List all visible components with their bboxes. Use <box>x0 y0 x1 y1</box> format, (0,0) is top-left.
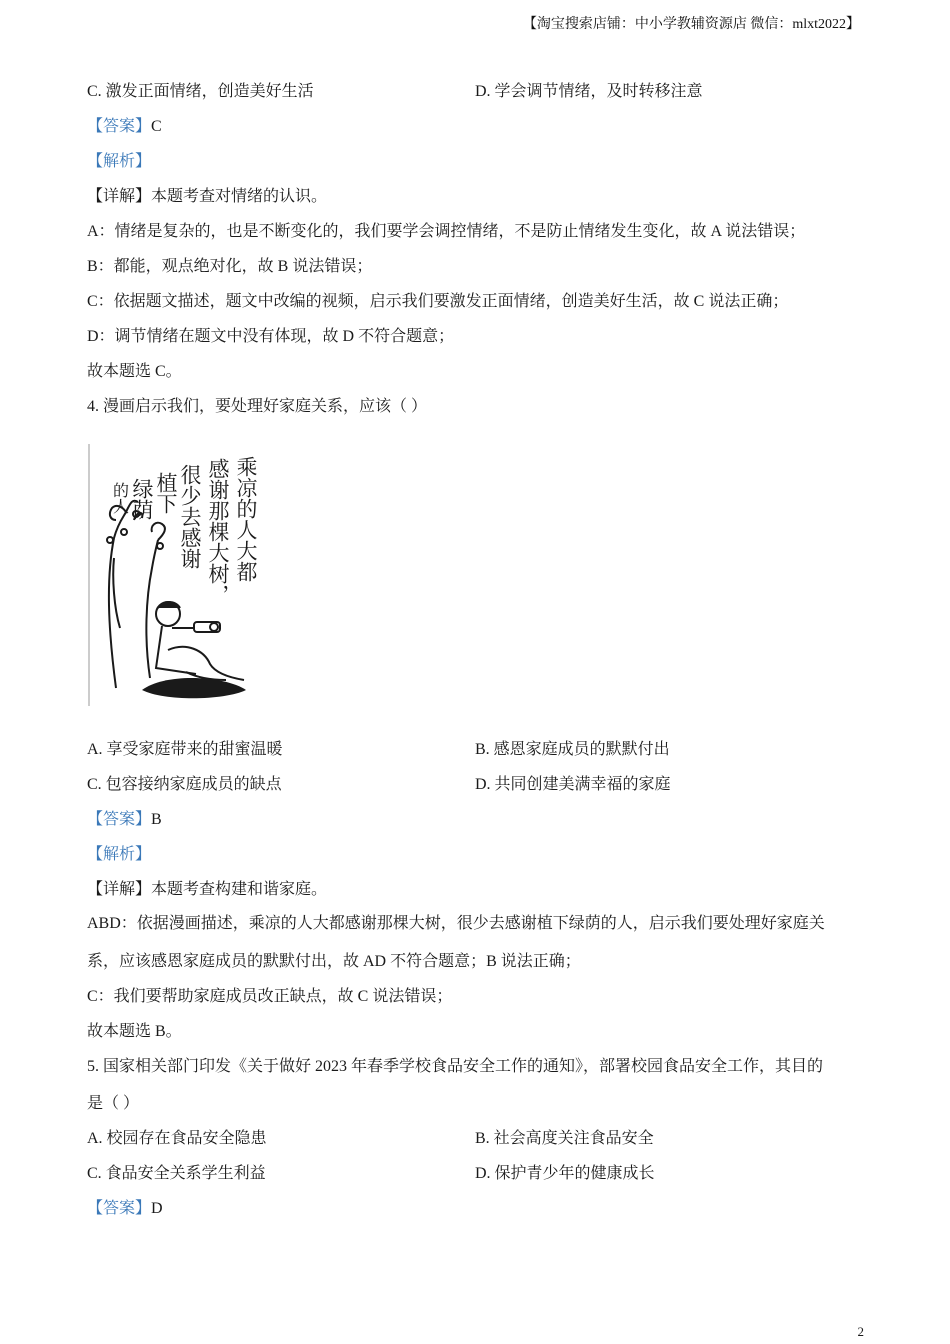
page-number: 2 <box>857 1324 864 1339</box>
q5-option-a: A. 校园存在食品安全隐患 <box>87 1130 267 1147</box>
q3-analysis-tag: 【解析】 <box>87 153 152 170</box>
q5-answer <box>87 1199 163 1219</box>
q4-answer <box>87 810 162 830</box>
q4-stem: 4. 漫画启示我们，要处理好家庭关系，应该（ ） <box>87 398 428 415</box>
q5-option-b: B. 社会高度关注食品安全 <box>475 1130 654 1147</box>
answer-tag: 【答案】 <box>87 1200 152 1217</box>
q3-explain-c: C：依据题文描述，题文中改编的视频，启示我们要激发正面情绪，创造美好生活，故 C 说法正确； <box>87 293 789 310</box>
q5-option-c: C. 食品安全关系学生利益 <box>87 1165 266 1182</box>
q3-option-c: C. 激发正面情绪，创造美好生活 <box>87 83 314 100</box>
q3-explain-a: A：情绪是复杂的，也是不断变化的，我们要学会调控情绪，不是防止情绪发生变化，故 A 说法错误； <box>87 223 806 240</box>
answer-tag: 【答案】 <box>87 118 152 135</box>
q3-option-d: D. 学会调节情绪，及时转移注意 <box>475 83 703 100</box>
cartoon-illustration <box>86 428 276 710</box>
answer-value: D <box>151 1200 163 1217</box>
cartoon-text-col1: 乘凉的人大都 <box>234 456 258 582</box>
q5-option-d: D. 保护青少年的健康成长 <box>475 1165 655 1182</box>
q4-detail: 【详解】本题考查构建和谐家庭。 <box>87 881 328 898</box>
answer-value: C <box>151 118 162 135</box>
cartoon-text-col5: 绿荫 <box>130 478 154 520</box>
q4-conclusion: 故本题选 B。 <box>87 1023 182 1040</box>
answer-tag: 【答案】 <box>87 811 152 828</box>
q4-explain-abd-1: ABD：依据漫画描述，乘凉的人大都感谢那棵大树，很少去感谢植下绿荫的人，启示我们要处理好家庭关 <box>87 915 825 932</box>
q4-explain-abd-2: 系，应该感恩家庭成员的默默付出，故 AD 不符合题意；B 说法正确； <box>87 953 581 970</box>
q5-stem-line2: 是（ ） <box>87 1095 140 1112</box>
q4-option-d: D. 共同创建美满幸福的家庭 <box>475 776 671 793</box>
page-header: 【淘宝搜索店铺：中小学教辅资源店 微信：mlxt2022】 <box>522 17 860 32</box>
q3-conclusion: 故本题选 C。 <box>87 363 182 380</box>
answer-value: B <box>151 811 162 828</box>
q3-answer <box>87 117 162 137</box>
cartoon-text-col2: 感谢那棵大树， <box>206 458 230 605</box>
q3-explain-d: D：调节情绪在题文中没有体现，故 D 不符合题意； <box>87 328 455 345</box>
ground-shadow <box>142 678 246 698</box>
q3-detail: 【详解】本题考查对情绪的认识。 <box>87 188 328 205</box>
q4-option-b: B. 感恩家庭成员的默默付出 <box>475 741 670 758</box>
cartoon-text-col6: 的人 <box>110 482 130 514</box>
cartoon-text-col3: 很少去感谢 <box>178 464 202 569</box>
cartoon-text-col4: 植下 <box>154 472 178 514</box>
q4-option-a: A. 享受家庭带来的甜蜜温暖 <box>87 741 283 758</box>
q4-option-c: C. 包容接纳家庭成员的缺点 <box>87 776 282 793</box>
q3-explain-b: B：都能，观点绝对化，故 B 说法错误； <box>87 258 373 275</box>
man-drawing <box>156 602 244 680</box>
q5-stem-line1: 5. 国家相关部门印发《关于做好 2023 年春季学校食品安全工作的通知》，部署校园食品安全工作，其目的 <box>87 1058 824 1075</box>
q4-explain-c: C：我们要帮助家庭成员改正缺点，故 C 说法错误； <box>87 988 453 1005</box>
q4-analysis-tag: 【解析】 <box>87 846 152 863</box>
